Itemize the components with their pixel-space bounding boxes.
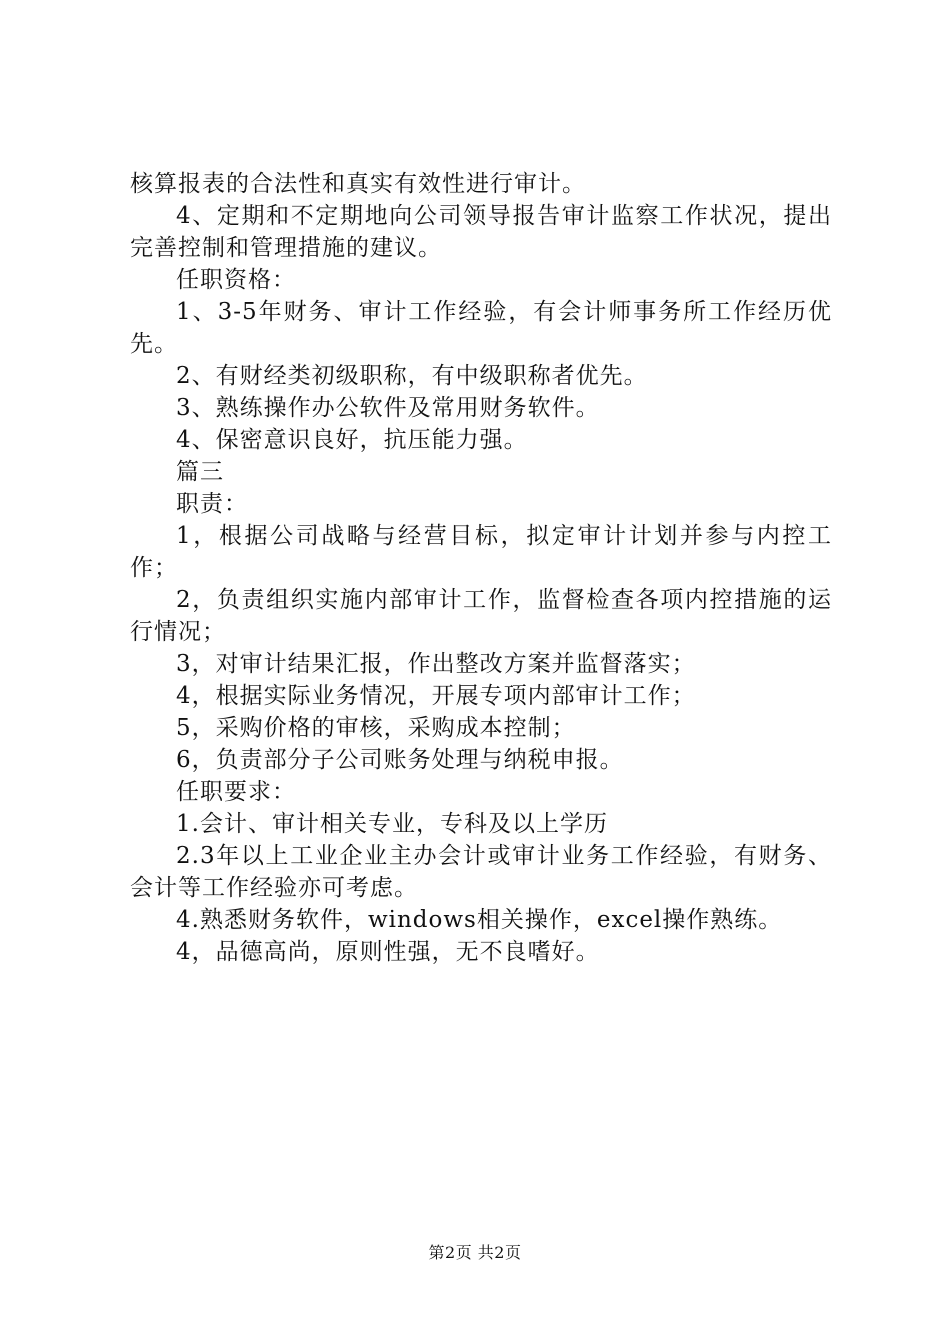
paragraph-requirement-4: 4，品德高尚，原则性强，无不良嗜好。 bbox=[176, 939, 600, 965]
paragraph-continuation: 核算报表的合法性和真实有效性进行审计。 bbox=[130, 171, 586, 197]
document-body bbox=[130, 168, 832, 968]
paragraph-duty-item-5: 5，采购价格的审核，采购成本控制； bbox=[176, 715, 576, 741]
paragraph-duty-item-2: 2，负责组织实施内部审计工作，监督检查各项内控措施的运行情况； bbox=[130, 587, 832, 645]
paragraph-duty-4: 4、定期和不定期地向公司领导报告审计监察工作状况，提出完善控制和管理措施的建议。 bbox=[130, 203, 832, 261]
paragraph-qualification-2: 2、有财经类初级职称，有中级职称者优先。 bbox=[176, 363, 648, 389]
paragraph-requirement-3: 4.熟悉财务软件，windows相关操作，excel操作熟练。 bbox=[176, 907, 783, 933]
paragraph-duty-item-6: 6，负责部分子公司账务处理与纳税申报。 bbox=[176, 747, 624, 773]
paragraph-qualification-4: 4、保密意识良好，抗压能力强。 bbox=[176, 427, 528, 453]
paragraph-duty-item-4: 4，根据实际业务情况，开展专项内部审计工作； bbox=[176, 683, 696, 709]
page-footer bbox=[0, 1243, 950, 1263]
heading-duties: 职责： bbox=[176, 491, 248, 517]
heading-requirements: 任职要求： bbox=[176, 779, 296, 805]
heading-qualifications: 任职资格： bbox=[176, 267, 296, 293]
paragraph-qualification-3: 3、熟练操作办公软件及常用财务软件。 bbox=[176, 395, 600, 421]
paragraph-qualification-1: 1、3-5年财务、审计工作经验，有会计师事务所工作经历优先。 bbox=[130, 299, 832, 357]
page-number-label: 第2页 共2页 bbox=[428, 1243, 522, 1262]
paragraph-requirement-1: 1.会计、审计相关专业，专科及以上学历 bbox=[176, 811, 608, 837]
paragraph-duty-item-1: 1，根据公司战略与经营目标，拟定审计计划并参与内控工作； bbox=[130, 523, 832, 581]
paragraph-requirement-2: 2.3年以上工业企业主办会计或审计业务工作经验，有财务、会计等工作经验亦可考虑。 bbox=[130, 843, 832, 901]
paragraph-duty-item-3: 3，对审计结果汇报，作出整改方案并监督落实； bbox=[176, 651, 696, 677]
heading-section-three: 篇三 bbox=[176, 459, 224, 485]
